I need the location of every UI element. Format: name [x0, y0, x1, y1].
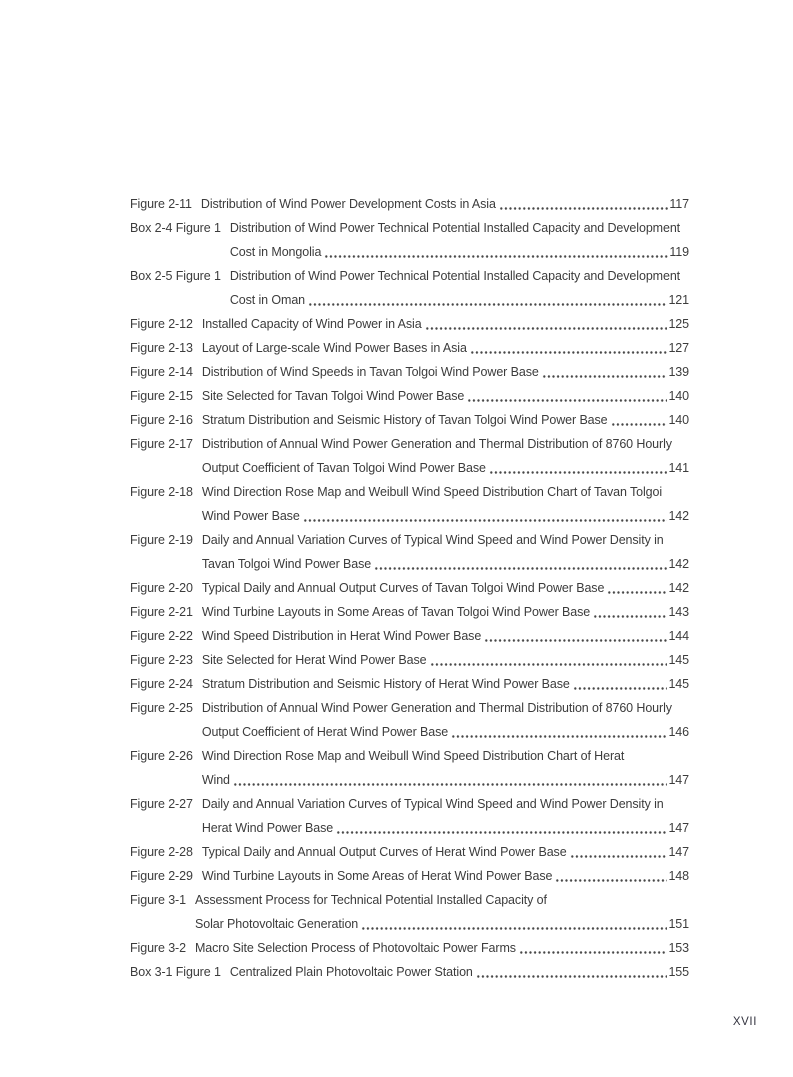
toc-entry-page-number: 148 [668, 869, 689, 883]
toc-entry-page-number: 125 [668, 317, 689, 331]
dot-leader [374, 552, 667, 576]
toc-entry-line [202, 840, 689, 864]
dot-leader [607, 576, 667, 600]
toc-entry-title: Assessment Process for Technical Potential Installed Capacity of [194, 893, 547, 907]
toc-entry-page-number: 140 [668, 389, 689, 403]
toc-entry-title-block [230, 216, 689, 264]
toc-entry-page-number: 147 [668, 845, 689, 859]
toc-entry-title-block [202, 672, 689, 696]
toc-entry [130, 216, 689, 264]
toc-entry-page-number: 121 [668, 293, 689, 307]
toc-entry-label: Figure 2-29 [130, 869, 193, 883]
toc-entry-line [202, 672, 689, 696]
toc-entry-page-number: 144 [668, 629, 689, 643]
toc-entry-line [202, 480, 689, 504]
toc-entry-line [195, 888, 689, 912]
toc-entry-label: Figure 2-17 [130, 437, 193, 451]
toc-entry-page-number: 117 [669, 197, 689, 211]
toc-entry-title-block [202, 624, 689, 648]
dot-leader [489, 456, 668, 480]
toc-entry-line [202, 408, 689, 432]
toc-entry-line [202, 432, 689, 456]
toc-entry-line [202, 696, 689, 720]
toc-entry-page-number: 145 [668, 653, 689, 667]
dot-leader [555, 864, 667, 888]
toc-entry-title: Herat Wind Power Base [201, 821, 334, 835]
toc-entry-title-block [195, 888, 689, 936]
toc-entry-line [202, 624, 689, 648]
dot-leader [361, 912, 667, 936]
toc-entry-page-number: 147 [668, 773, 689, 787]
toc-entry-title: Distribution of Wind Power Technical Potential Installed Capacity and Development [229, 221, 681, 235]
toc-entry-title-block [202, 384, 689, 408]
toc-entry-title-block [202, 528, 689, 576]
toc-entry-line [202, 720, 689, 744]
toc-entry [130, 864, 689, 888]
dot-leader [611, 408, 668, 432]
toc-entry [130, 840, 689, 864]
toc-entry-line [230, 288, 689, 312]
toc-entry [130, 792, 689, 840]
toc-entry-title: Installed Capacity of Wind Power in Asia [201, 317, 422, 331]
toc-entry-title: Daily and Annual Variation Curves of Typical Wind Speed and Wind Power Density in [201, 797, 664, 811]
toc-entry-label: Figure 2-27 [130, 797, 193, 811]
toc-entry-label: Figure 2-26 [130, 749, 193, 763]
toc-entry-title-block [202, 576, 689, 600]
toc-entry-label: Figure 2-20 [130, 581, 193, 595]
toc-entry-line [202, 360, 689, 384]
toc-entry-title-block [230, 960, 689, 984]
toc-entry-label: Figure 3-1 [130, 893, 186, 907]
toc-entry [130, 960, 689, 984]
toc-entry [130, 936, 689, 960]
dot-leader [476, 960, 668, 984]
toc-entry-page-number: 142 [668, 509, 689, 523]
dot-leader [484, 624, 667, 648]
toc-entry-page-number: 139 [668, 365, 689, 379]
toc-entry-title: Solar Photovoltaic Generation [194, 917, 359, 931]
toc-entry-label: Figure 2-24 [130, 677, 193, 691]
toc-entry-label: Figure 2-11 [130, 197, 192, 211]
toc-entry [130, 648, 689, 672]
dot-leader [573, 672, 668, 696]
dot-leader [470, 336, 668, 360]
toc-entry [130, 672, 689, 696]
toc-entry-line [202, 576, 689, 600]
toc-entry-title: Wind Speed Distribution in Herat Wind Power Base [201, 629, 482, 643]
toc-entry-label: Box 2-4 Figure 1 [130, 221, 221, 235]
toc-entry-title: Wind Power Base [201, 509, 300, 523]
toc-entry-page-number: 146 [668, 725, 689, 739]
toc-entry-page-number: 119 [669, 245, 689, 259]
toc-entry [130, 696, 689, 744]
dot-leader [430, 648, 668, 672]
page-number: XVII [732, 1016, 757, 1028]
toc-entry-label: Figure 2-18 [130, 485, 193, 499]
dot-leader [233, 768, 668, 792]
toc-entry-title-block [202, 744, 689, 792]
toc-entry-title-block [202, 312, 689, 336]
toc-entry [130, 192, 689, 216]
dot-leader [308, 288, 667, 312]
toc-entry-line [230, 240, 689, 264]
toc-entry-label: Figure 2-25 [130, 701, 193, 715]
toc-entry-title: Site Selected for Tavan Tolgoi Wind Power Base [201, 389, 465, 403]
toc-entry-title: Stratum Distribution and Seismic History of Tavan Tolgoi Wind Power Base [201, 413, 608, 427]
toc-entry-title-block [202, 648, 689, 672]
toc-entry-title-block [202, 432, 689, 480]
dot-leader [499, 192, 669, 216]
toc-entry [130, 312, 689, 336]
toc-entry-title-block [202, 792, 689, 840]
toc-entry-title: Wind Direction Rose Map and Weibull Wind Speed Distribution Chart of Tavan Tolgoi [201, 485, 663, 499]
toc-entry-title: Output Coefficient of Herat Wind Power Base [201, 725, 449, 739]
toc-entry [130, 432, 689, 480]
toc-entry-title: Output Coefficient of Tavan Tolgoi Wind Power Base [201, 461, 486, 475]
toc-entry-title: Tavan Tolgoi Wind Power Base [201, 557, 372, 571]
toc-entry-line [202, 552, 689, 576]
toc-entry-line [230, 216, 689, 240]
toc-entry-page-number: 151 [668, 917, 689, 931]
toc-entry [130, 480, 689, 528]
toc-entry-label: Box 2-5 Figure 1 [130, 269, 221, 283]
toc-entry-line [202, 336, 689, 360]
toc-entry [130, 744, 689, 792]
toc-entry-title-block [230, 264, 689, 312]
toc-entry-title: Cost in Oman [229, 293, 306, 307]
toc-entry-title: Macro Site Selection Process of Photovoltaic Power Farms [194, 941, 516, 955]
toc-entry-title: Wind Turbine Layouts in Some Areas of Herat Wind Power Base [201, 869, 553, 883]
toc-entry [130, 576, 689, 600]
toc-entry-title-block [202, 696, 689, 744]
toc-entry-label: Figure 2-12 [130, 317, 193, 331]
toc-entry [130, 600, 689, 624]
toc-entry-title-block [202, 600, 689, 624]
toc-entry-title: Daily and Annual Variation Curves of Typical Wind Speed and Wind Power Density in [201, 533, 664, 547]
dot-leader [303, 504, 668, 528]
dot-leader [593, 600, 667, 624]
dot-leader [542, 360, 668, 384]
toc-entry-page-number: 127 [668, 341, 689, 355]
toc-entry-label: Figure 2-14 [130, 365, 193, 379]
toc-entry-label: Figure 2-23 [130, 653, 193, 667]
toc-entry [130, 336, 689, 360]
toc-entry-page-number: 143 [668, 605, 689, 619]
toc-entry-page-number: 142 [668, 557, 689, 571]
toc-entry-label: Figure 2-28 [130, 845, 193, 859]
toc-entry-page-number: 145 [668, 677, 689, 691]
toc-entry-line [230, 960, 689, 984]
toc-entry-page-number: 147 [668, 821, 689, 835]
toc-entry [130, 528, 689, 576]
toc-entry-label: Figure 2-22 [130, 629, 193, 643]
toc-entry-line [202, 768, 689, 792]
toc-entry-title: Cost in Mongolia [229, 245, 322, 259]
toc-entry-title: Wind Direction Rose Map and Weibull Wind Speed Distribution Chart of Herat [201, 749, 625, 763]
toc-entry-title: Typical Daily and Annual Output Curves of Herat Wind Power Base [201, 845, 567, 859]
toc-entry-page-number: 155 [668, 965, 689, 979]
toc-entry-label: Figure 2-15 [130, 389, 193, 403]
toc-entry-line [202, 792, 689, 816]
toc-entry-line [202, 528, 689, 552]
toc-entry-label: Box 3-1 Figure 1 [130, 965, 221, 979]
toc-entry-page-number: 153 [668, 941, 689, 955]
toc-entry-line [202, 744, 689, 768]
toc-entry-title: Distribution of Wind Power Technical Potential Installed Capacity and Development [229, 269, 681, 283]
toc-entry-line [202, 504, 689, 528]
toc-entry-title-block [201, 192, 689, 216]
dot-leader [425, 312, 668, 336]
toc-entry-title: Distribution of Wind Speeds in Tavan Tolgoi Wind Power Base [201, 365, 539, 379]
toc-entry-title: Typical Daily and Annual Output Curves of Tavan Tolgoi Wind Power Base [201, 581, 605, 595]
toc-entry-page-number: 142 [668, 581, 689, 595]
list-of-figures [130, 192, 689, 984]
toc-entry-line [202, 384, 689, 408]
toc-entry-title: Distribution of Annual Wind Power Generation and Thermal Distribution of 8760 Hourly [201, 437, 672, 451]
toc-entry [130, 888, 689, 936]
toc-entry [130, 624, 689, 648]
toc-entry-title: Site Selected for Herat Wind Power Base [201, 653, 427, 667]
toc-entry-label: Figure 2-13 [130, 341, 193, 355]
toc-entry-title: Distribution of Wind Power Development Costs in Asia [200, 197, 496, 211]
toc-entry-line [202, 456, 689, 480]
toc-entry-title: Layout of Large-scale Wind Power Bases in Asia [201, 341, 467, 355]
toc-entry-title-block [202, 408, 689, 432]
toc-entry-label: Figure 2-19 [130, 533, 193, 547]
toc-entry [130, 384, 689, 408]
toc-entry-title: Wind [201, 773, 230, 787]
toc-entry-title: Distribution of Annual Wind Power Generation and Thermal Distribution of 8760 Hourly [201, 701, 672, 715]
toc-entry-title-block [195, 936, 689, 960]
toc-entry-line [195, 936, 689, 960]
dot-leader [467, 384, 667, 408]
toc-entry-label: Figure 2-21 [130, 605, 193, 619]
toc-entry [130, 360, 689, 384]
toc-entry-title-block [202, 480, 689, 528]
toc-entry-line [195, 912, 689, 936]
toc-entry-label: Figure 2-16 [130, 413, 193, 427]
toc-entry-title: Centralized Plain Photovoltaic Power Station [229, 965, 473, 979]
toc-entry-line [202, 600, 689, 624]
toc-entry-line [201, 192, 689, 216]
toc-entry-title: Wind Turbine Layouts in Some Areas of Tavan Tolgoi Wind Power Base [201, 605, 591, 619]
toc-entry-line [202, 312, 689, 336]
toc-entry-line [230, 264, 689, 288]
dot-leader [570, 840, 668, 864]
toc-entry-title-block [202, 360, 689, 384]
dot-leader [519, 936, 668, 960]
toc-entry-title-block [202, 840, 689, 864]
toc-entry-title-block [202, 864, 689, 888]
dot-leader [451, 720, 667, 744]
toc-entry [130, 264, 689, 312]
toc-entry-page-number: 140 [668, 413, 689, 427]
toc-entry-title-block [202, 336, 689, 360]
toc-entry-line [202, 864, 689, 888]
dot-leader [324, 240, 668, 264]
dot-leader [336, 816, 667, 840]
toc-entry-line [202, 816, 689, 840]
toc-entry [130, 408, 689, 432]
toc-entry-title: Stratum Distribution and Seismic History of Herat Wind Power Base [201, 677, 570, 691]
toc-entry-line [202, 648, 689, 672]
toc-entry-label: Figure 3-2 [130, 941, 186, 955]
toc-entry-page-number: 141 [668, 461, 689, 475]
